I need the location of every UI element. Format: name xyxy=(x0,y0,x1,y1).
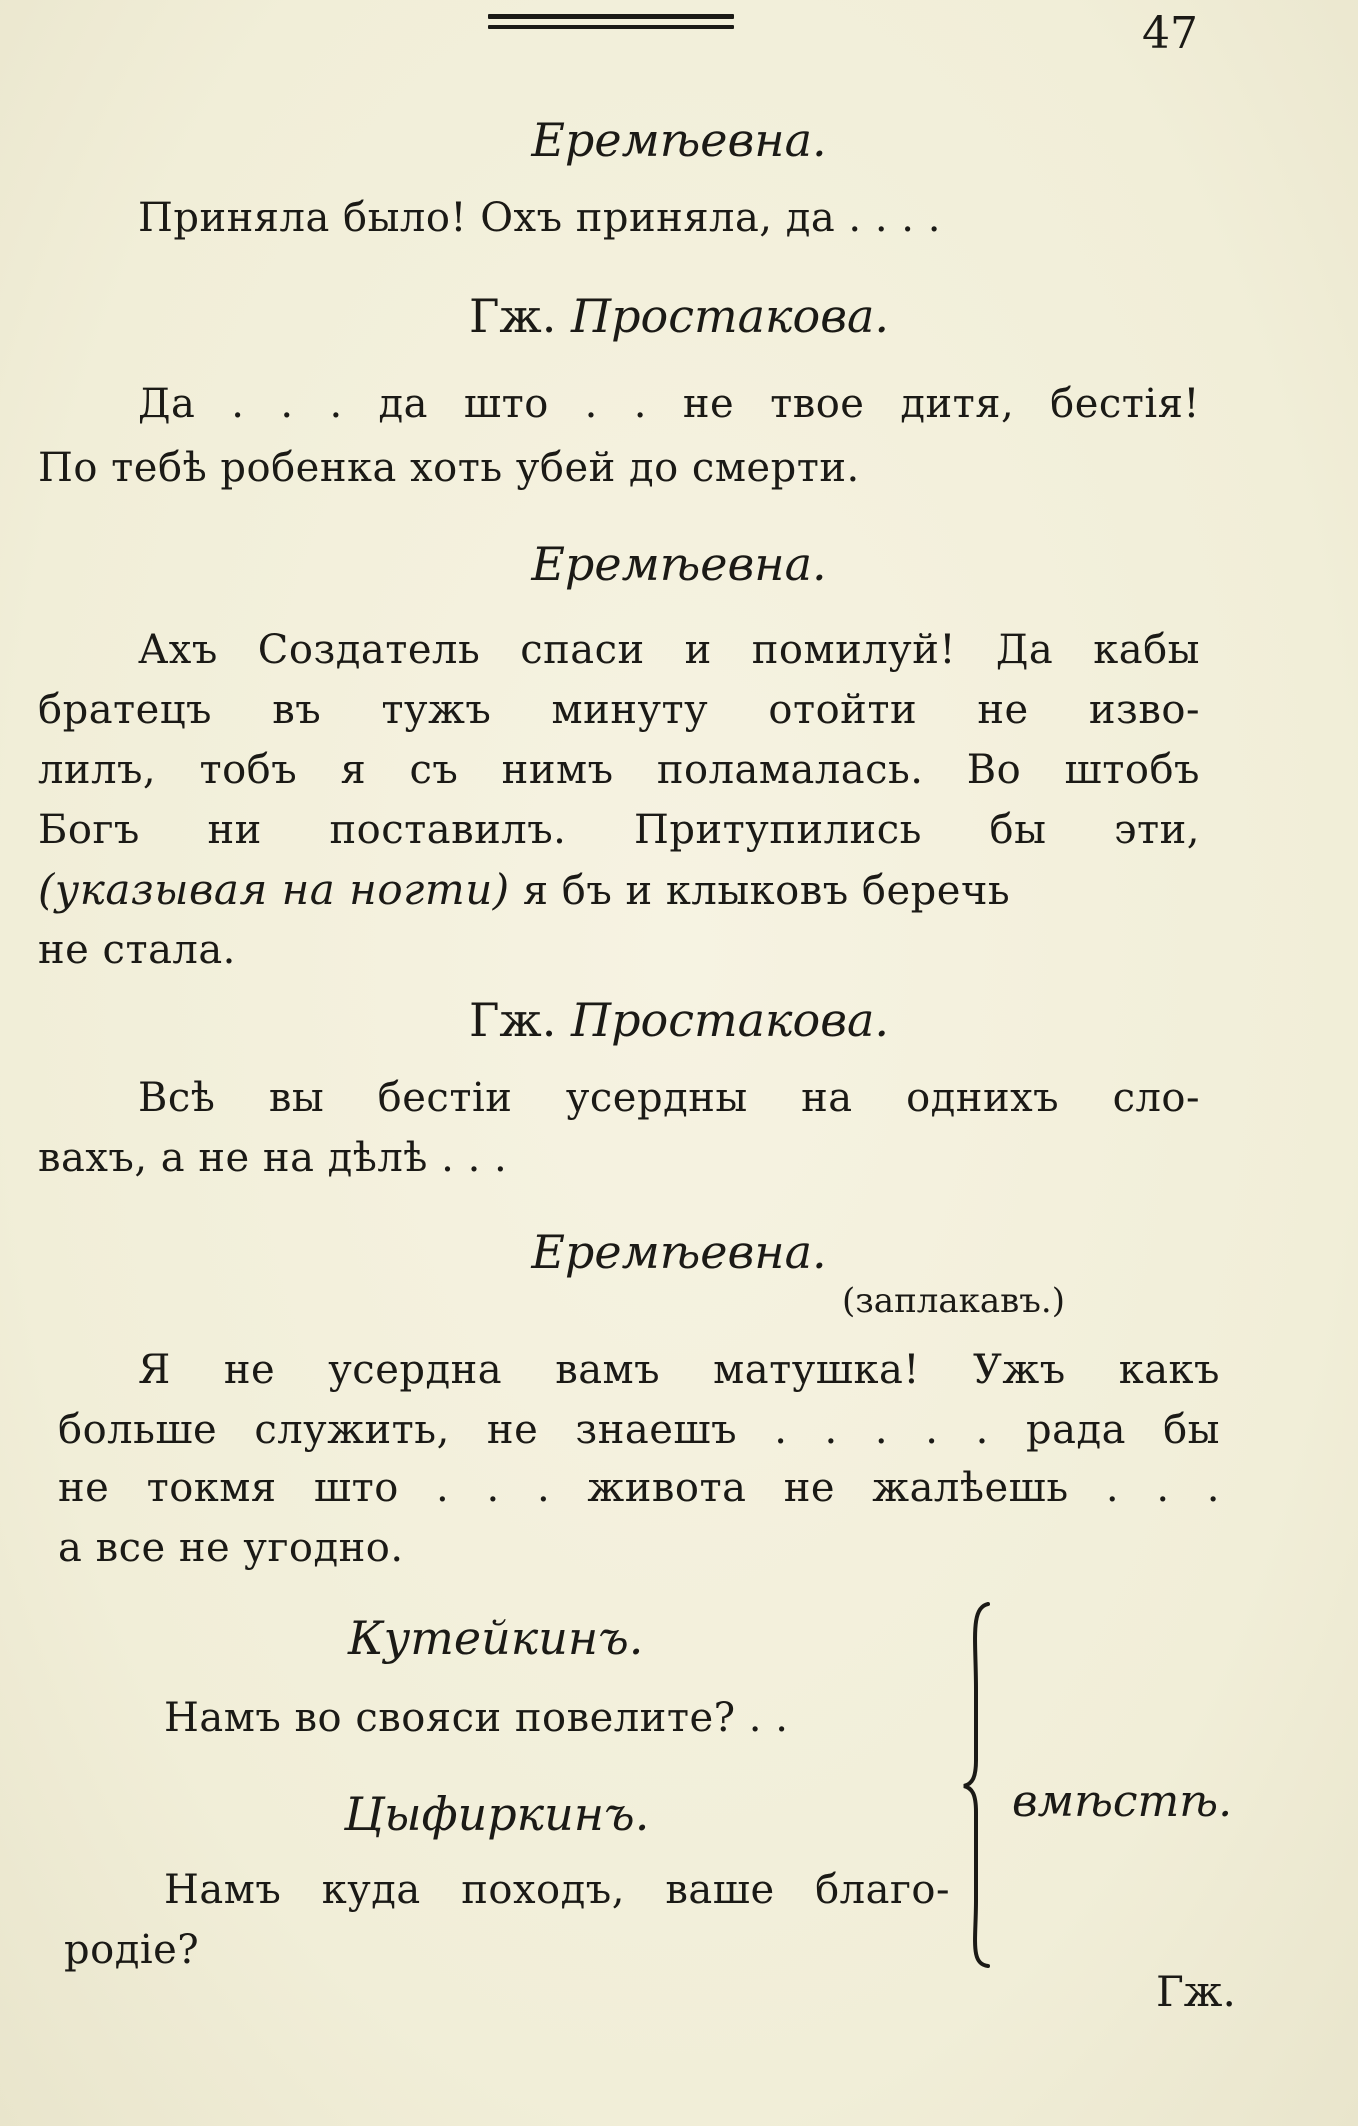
text-line: Ахъ Создатель спаси и помилуй! Да кабы xyxy=(138,627,1200,673)
speaker-name: Простакова. xyxy=(570,993,890,1047)
speaker-name: Цыфиркинъ. xyxy=(344,1787,650,1841)
curly-brace-icon xyxy=(960,1600,1000,1970)
text-line: Намъ во свояси повелите? . . xyxy=(164,1695,789,1741)
header-double-rule xyxy=(488,14,734,29)
speaker-prefix: Гж. xyxy=(468,289,557,343)
speaker-heading xyxy=(344,1784,649,1844)
text-line: не стала. xyxy=(38,927,236,973)
text-line-rest: я бъ и клыковъ беречь xyxy=(522,868,1011,914)
speaker-heading xyxy=(0,286,1358,346)
text-line: Да . . . да што . . не твое дитя, бестія! xyxy=(138,381,1200,427)
page-number: 47 xyxy=(1142,8,1198,59)
text-line: вахъ, а не на дѣлѣ . . . xyxy=(38,1135,508,1181)
stage-direction: (заплакавъ.) xyxy=(842,1281,1065,1321)
speaker-name: Еремѣевна. xyxy=(531,1225,827,1279)
stage-direction-inline: (указывая на ногти) xyxy=(38,865,510,914)
text-line: Приняла было! Охъ приняла, да . . . . xyxy=(138,195,941,241)
text-line: а все не угодно. xyxy=(58,1525,404,1571)
text-line-with-stage xyxy=(38,862,1010,919)
text-line: Я не усердна вамъ матушка! Ужъ какъ xyxy=(138,1347,1220,1393)
speaker-name: Еремѣевна. xyxy=(531,113,827,167)
text-line: родіе? xyxy=(64,1927,200,1973)
text-line: не токмя што . . . живота не жалѣешь . . . xyxy=(58,1465,1220,1511)
speaker-prefix: Гж. xyxy=(468,993,557,1047)
text-line: По тебѣ робенка хоть убей до смерти. xyxy=(38,445,860,491)
speaker-name: Кутейкинъ. xyxy=(348,1611,644,1665)
text-line: Намъ куда походъ, ваше благо- xyxy=(164,1867,950,1913)
text-line: Всѣ вы бестіи усердны на однихъ сло- xyxy=(138,1075,1200,1121)
speaker-heading xyxy=(0,1222,1358,1282)
catchword: Гж. xyxy=(1156,1967,1236,2016)
speaker-heading xyxy=(0,534,1358,594)
together-label: вмѣстѣ. xyxy=(1012,1776,1233,1827)
speaker-heading xyxy=(0,990,1358,1050)
text-line: братецъ въ тужъ минуту отойти не изво- xyxy=(38,687,1200,733)
speaker-heading xyxy=(0,110,1358,170)
header-rule-bottom xyxy=(488,25,734,29)
header-rule-top xyxy=(488,14,734,19)
speaker-name: Простакова. xyxy=(570,289,890,343)
speaker-heading xyxy=(348,1608,643,1668)
text-line: лилъ, тобъ я съ нимъ поламалась. Во штобъ xyxy=(38,747,1200,793)
text-line: Богъ ни поставилъ. Притупились бы эти, xyxy=(38,807,1200,853)
speaker-name: Еремѣевна. xyxy=(531,537,827,591)
text-line: больше служить, не знаешъ . . . . . рада бы xyxy=(58,1407,1220,1453)
